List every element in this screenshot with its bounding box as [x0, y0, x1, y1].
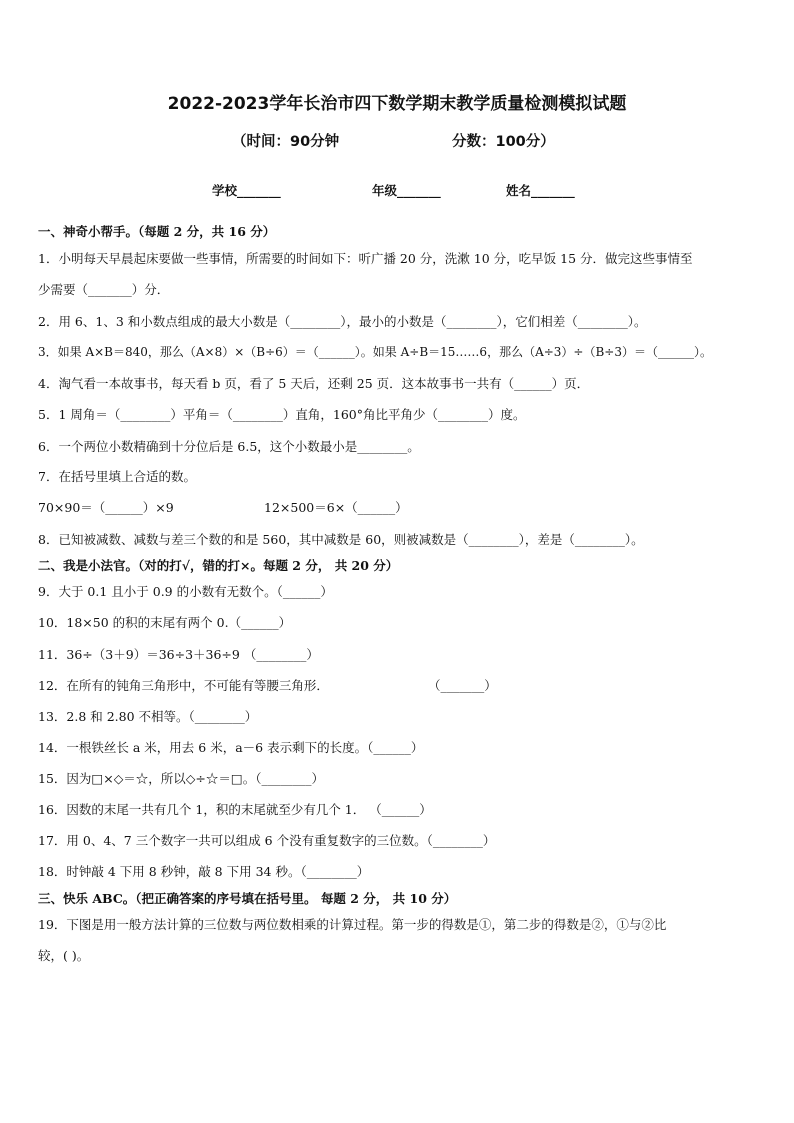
page-title: 2022-2023学年长治市四下数学期末教学质量检测模拟试题: [167, 94, 627, 114]
exam-score: 分数：100分）: [452, 134, 555, 150]
question-8: 8．已知被减数、减数与差三个数的和是 560，其中减数是 60，则被减数是（________），差是（________）。: [38, 532, 644, 547]
question-15: 15．因为□×◇＝☆，所以◇÷☆＝□。（________）: [38, 771, 324, 786]
exam-time: （时间：90分钟: [232, 134, 340, 150]
question-1-line-1: 1．小明每天早晨起床要做一些事情，所需要的时间如下：听广播 20 分，洗漱 10 分，吃早饭 15 分．做完这些事情至: [38, 251, 693, 266]
question-4: 4．淘气看一本故事书，每天看 b 页，看了 5 天后，还剩 25 页．这本故事书一共有（______）页．: [38, 376, 590, 391]
question-12: 12．在所有的钝角三角形中，不可能有等腰三角形．: [38, 678, 329, 693]
section-3-heading: 三、快乐 ABC。（把正确答案的序号填在括号里。 每题 2 分， 共 10 分）: [38, 891, 457, 906]
question-17: 17．用 0、4、7 三个数字一共可以组成 6 个没有重复数字的三位数。（________）: [38, 833, 496, 848]
question-7: 7．在括号里填上合适的数。: [38, 469, 196, 484]
question-3: 3．如果 A×B＝840，那么（A×8）×（B÷6）＝（______）。如果 A÷B＝15……6，那么（A÷3）÷（B÷3）＝（______）。: [38, 345, 712, 359]
question-18: 18．时钟敲 4 下用 8 秒钟，敲 8 下用 34 秒。（________）: [38, 864, 370, 879]
school-field: 学校_______: [212, 183, 281, 198]
question-5: 5．1 周角＝（________）平角＝（________）直角，160°角比平角少（________）度。: [38, 407, 526, 422]
question-7-part-b: 12×500＝6×（______）: [264, 500, 408, 515]
question-14: 14．一根铁丝长 a 米，用去 6 米，a－6 表示剩下的长度。（______）: [38, 740, 424, 755]
question-6: 6．一个两位小数精确到十分位后是 6.5，这个小数最小是________。: [38, 439, 420, 454]
question-7-part-a: 70×90＝（______）×9: [38, 500, 174, 515]
section-1-heading: 一、神奇小帮手。（每题 2 分，共 16 分）: [38, 224, 276, 239]
question-11: 11．36÷（3＋9）＝36÷3＋36÷9 （________）: [38, 647, 319, 662]
grade-field: 年级_______: [372, 183, 441, 198]
question-10: 10．18×50 的积的末尾有两个 0.（______）: [38, 615, 292, 630]
question-19-line-2: 较，( )。: [38, 948, 90, 963]
question-13: 13．2.8 和 2.80 不相等。（________）: [38, 709, 258, 724]
question-19-line-1: 19．下图是用一般方法计算的三位数与两位数相乘的计算过程。第一步的得数是①，第二步的得数是②，①与②比: [38, 917, 667, 932]
section-2-heading: 二、我是小法官。（对的打√，错的打×。每题 2 分， 共 20 分）: [38, 558, 399, 573]
question-9: 9．大于 0.1 且小于 0.9 的小数有无数个。（______）: [38, 584, 333, 599]
question-12-answer-blank: （_______）: [428, 678, 497, 693]
name-field: 姓名_______: [506, 183, 575, 198]
question-2: 2．用 6、1、3 和小数点组成的最大小数是（________），最小的小数是（________），它们相差（________）。: [38, 314, 647, 329]
question-1-line-2: 少需要（_______）分．: [38, 282, 170, 297]
question-16: 16．因数的末尾一共有几个 1，积的末尾就至少有几个 1． （______）: [38, 802, 432, 817]
